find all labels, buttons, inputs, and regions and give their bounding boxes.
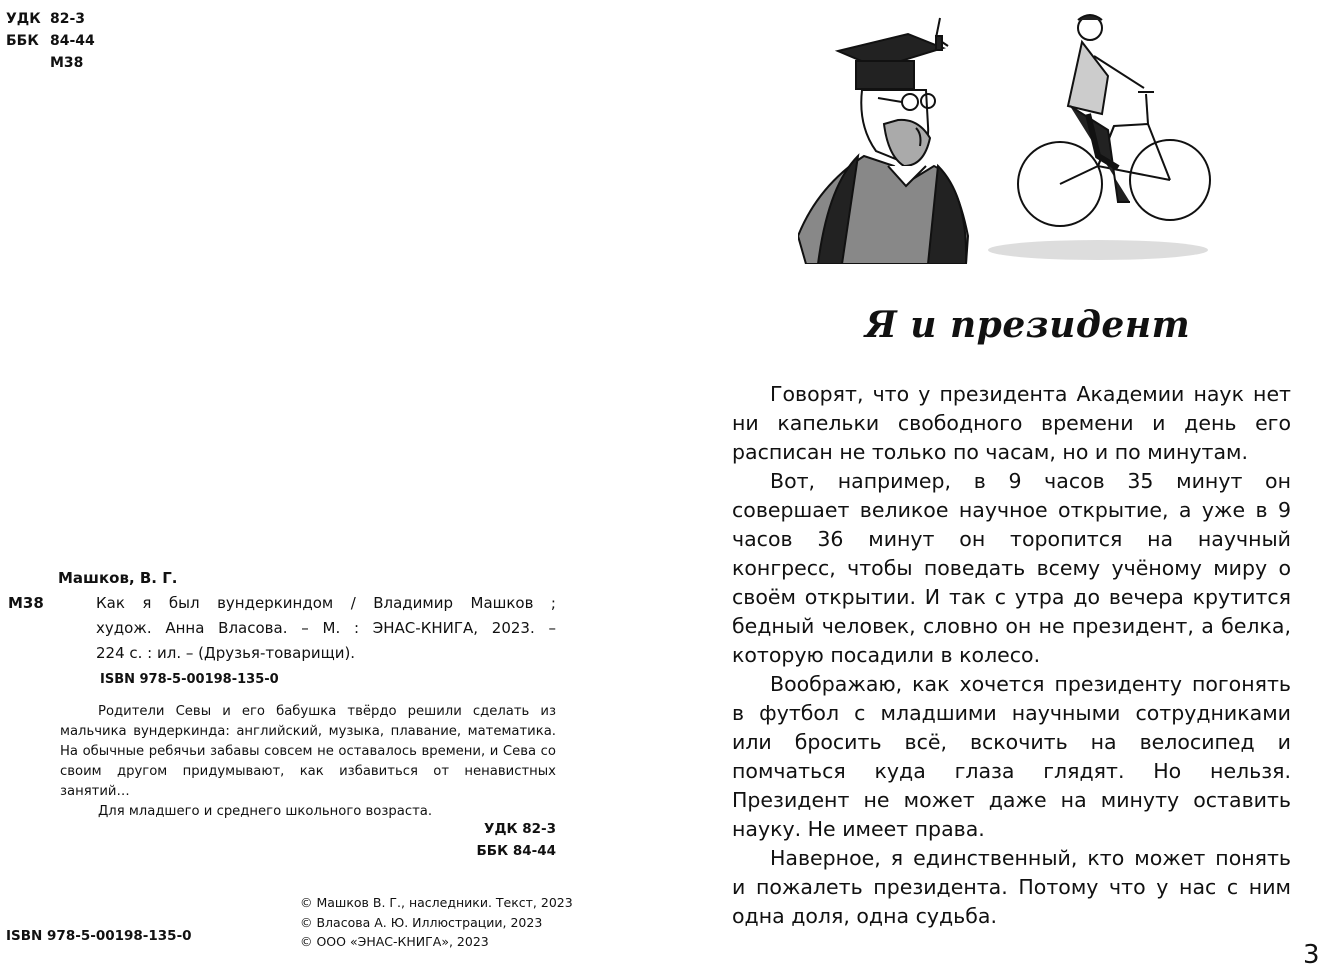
- story-paragraph: Вот, например, в 9 часов 35 минут он совершает великое научное открытие, а уже в 9 часов 36 минут он торопится на научный конгресс, чтобы поведать всему учёному миру о своём открытии. И так с утра до вечера крутится бедный человек, словно он не президент, а белка, которую посадили в колесо.: [732, 469, 1291, 667]
- copyright-block: [300, 893, 573, 952]
- author-sign-code: М38: [50, 55, 84, 71]
- story-paragraph: Говорят, что у президента Академии наук нет ни капельки свободного времени и день его расписан не только по часам, но и по минутам.: [732, 382, 1291, 464]
- description-line: худож. Анна Власова. – М. : ЭНАС-КНИГА, 2023. –: [96, 619, 556, 637]
- classification-codes: [6, 8, 95, 74]
- boy-on-bicycle: [988, 15, 1210, 260]
- description-line: Как я был вундеркиндом / Владимир Машков ;: [96, 594, 556, 612]
- annotation: [60, 702, 556, 822]
- author-heading: Машков, В. Г.: [58, 569, 178, 587]
- annotation-text: Родители Севы и его бабушка твёрдо решили сделать из мальчика вундеркинда: английский, музыка, плавание, математика. На обычные ребячьи забавы совсем не оставалось времени, и Сева со своим другом придумывают, как избавиться от ненавистных занятий…: [60, 704, 556, 799]
- bbk-code: ББК 84-44: [476, 843, 556, 859]
- isbn: ISBN 978-5-00198-135-0: [100, 672, 279, 687]
- professor-and-bicycle-illustration: [798, 6, 1228, 264]
- classification-codes-bottom: [380, 818, 556, 862]
- story-paragraph: Наверное, я единственный, кто может понять и пожалеть президента. Потому что у нас с ним одна доля, одна судьба.: [732, 846, 1291, 928]
- copyright-line: © ООО «ЭНАС-КНИГА», 2023: [300, 934, 489, 949]
- bbk-code: ББК 84-44: [6, 33, 95, 49]
- page-number: 3: [1303, 940, 1320, 970]
- chapter-title: Я и президент: [865, 304, 1191, 346]
- author-sign: М38: [8, 594, 44, 612]
- description-line: 224 с. : ил. – (Друзья-товарищи).: [96, 644, 356, 662]
- story-paragraph: Воображаю, как хочется президенту погонять в футбол с младшими научными сотрудниками или бросить всё, вскочить на велосипед и помчаться куда глаза глядят. Но нельзя. Президент не может даже на минуту оставить науку. Не имеет права.: [732, 672, 1291, 841]
- age-rating: Для младшего и среднего школьного возраста.: [98, 804, 433, 819]
- udk-code: УДК 82-3: [484, 821, 556, 837]
- isbn-bottom: ISBN 978-5-00198-135-0: [6, 928, 192, 944]
- professor-figure: [798, 18, 968, 264]
- story-text: [732, 380, 1291, 931]
- copyright-line: © Машков В. Г., наследники. Текст, 2023: [300, 895, 573, 910]
- imprint-page: [0, 0, 665, 977]
- story-page: [665, 0, 1331, 977]
- bibliographic-record: [8, 566, 556, 666]
- udk-code: УДК 82-3: [6, 11, 86, 27]
- copyright-line: © Власова А. Ю. Иллюстрации, 2023: [300, 914, 543, 930]
